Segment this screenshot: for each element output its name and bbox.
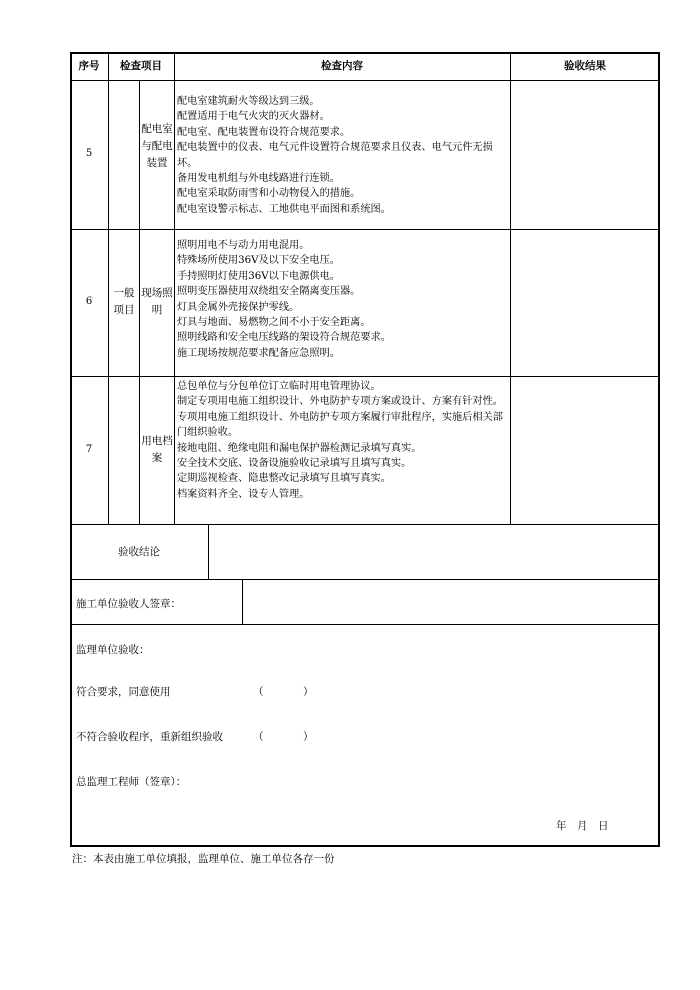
check-content-row-6 <box>177 238 509 361</box>
chief-engineer-signature-field[interactable] <box>200 770 500 790</box>
contractor-divider <box>70 624 660 625</box>
check-item: 照明变压器使用双绕组安全隔离变压器。 <box>177 286 361 298</box>
result-cell-row-6[interactable] <box>511 230 659 376</box>
sub-item-label-power-room: 配电室与配电装置 <box>141 123 173 169</box>
check-content-row-7 <box>177 379 509 502</box>
sign-date: 年 月 日 <box>556 820 609 832</box>
option-accept-paren-open: （ <box>253 686 264 698</box>
check-item: 专项用电施工组织设计、外电防护专项方案履行审批程序，实施后相关部门组织验收。 <box>177 411 503 439</box>
conclusion-label: 验收结论 <box>118 546 160 558</box>
check-item: 配电装置中的仪表、电气元件设置符合规范要求且仪表、电气元件无损坏。 <box>177 142 493 169</box>
conclusion-field[interactable] <box>209 525 659 579</box>
row-number-6: 6 <box>85 296 93 307</box>
check-item: 制定专项用电施工组织设计、外电防护专项方案或设计、方案有针对性。 <box>177 396 503 408</box>
header-seq: 序号 <box>78 60 100 72</box>
contractor-signature-label: 施工单位验收人签章： <box>76 598 181 610</box>
chief-engineer-signature-label: 总监理工程师（签章）： <box>76 776 187 788</box>
check-item: 备用发电机组与外电线路进行连锁。 <box>177 173 340 185</box>
check-item: 照明线路和安全电压线路的架设符合规范要求。 <box>177 332 391 344</box>
row-number-5: 5 <box>85 148 93 159</box>
check-item: 总包单位与分包单位订立临时用电管理协议。 <box>177 381 381 392</box>
check-item: 配电室建筑耐火等级达到三级。 <box>177 96 320 107</box>
check-item: 配电室、配电装置布设符合规范要求。 <box>177 126 351 138</box>
col-divider-group <box>139 80 140 524</box>
result-cell-row-7[interactable] <box>511 377 659 524</box>
header-result: 验收结果 <box>564 60 606 72</box>
footnote: 注：本表由施工单位填报，监理单位、施工单位各存一份 <box>72 853 335 865</box>
sub-item-label-lighting: 现场照明 <box>141 287 173 316</box>
check-item: 定期巡视检查、隐患整改记录填写且填写真实。 <box>177 473 391 485</box>
option-reject-paren-open: （ <box>253 731 264 743</box>
check-item: 接地电阻、绝缘电阻和漏电保护器检测记录填写真实。 <box>177 442 422 454</box>
option-reject-mark[interactable] <box>266 727 302 743</box>
check-item: 灯具金属外壳接保护零线。 <box>177 301 300 313</box>
check-item: 安全技术交底、设备设施验收记录填写且填写真实。 <box>177 458 412 470</box>
option-accept-mark[interactable] <box>266 682 302 698</box>
option-accept-paren-close: ） <box>303 686 314 698</box>
check-item: 特殊场所使用36V及以下安全电压。 <box>177 255 340 267</box>
check-item: 配电室设警示标志、工地供电平面图和系统图。 <box>177 203 391 215</box>
header-item: 检查项目 <box>120 60 162 72</box>
check-item: 档案资料齐全、设专人管理。 <box>177 488 310 500</box>
check-item: 配电室采取防雨雪和小动物侵入的措施。 <box>177 188 361 200</box>
row-number-7: 7 <box>85 444 93 455</box>
contractor-signature-field[interactable] <box>243 580 659 624</box>
option-reject-label: 不符合验收程序，重新组织验收 <box>76 731 223 743</box>
sub-item-label-records: 用电档案 <box>141 435 173 464</box>
check-item: 配置适用于电气火灾的灭火器材。 <box>177 111 330 123</box>
header-content: 检查内容 <box>321 60 363 72</box>
check-item: 灯具与地面、易燃物之间不小于安全距离。 <box>177 317 371 329</box>
supervision-title: 监理单位验收： <box>76 644 150 656</box>
col-divider-item <box>174 52 175 524</box>
option-accept-label: 符合要求，同意使用 <box>76 686 171 698</box>
check-item: 手持照明灯使用36V以下电源供电。 <box>177 270 340 282</box>
check-item: 照明用电不与动力用电混用。 <box>177 240 310 251</box>
check-item: 施工现场按规范要求配备应急照明。 <box>177 347 340 359</box>
group-label: 一般项目 <box>113 287 135 316</box>
result-cell-row-5[interactable] <box>511 81 659 229</box>
option-reject-paren-close: ） <box>303 731 314 743</box>
check-content-row-5 <box>177 94 509 217</box>
